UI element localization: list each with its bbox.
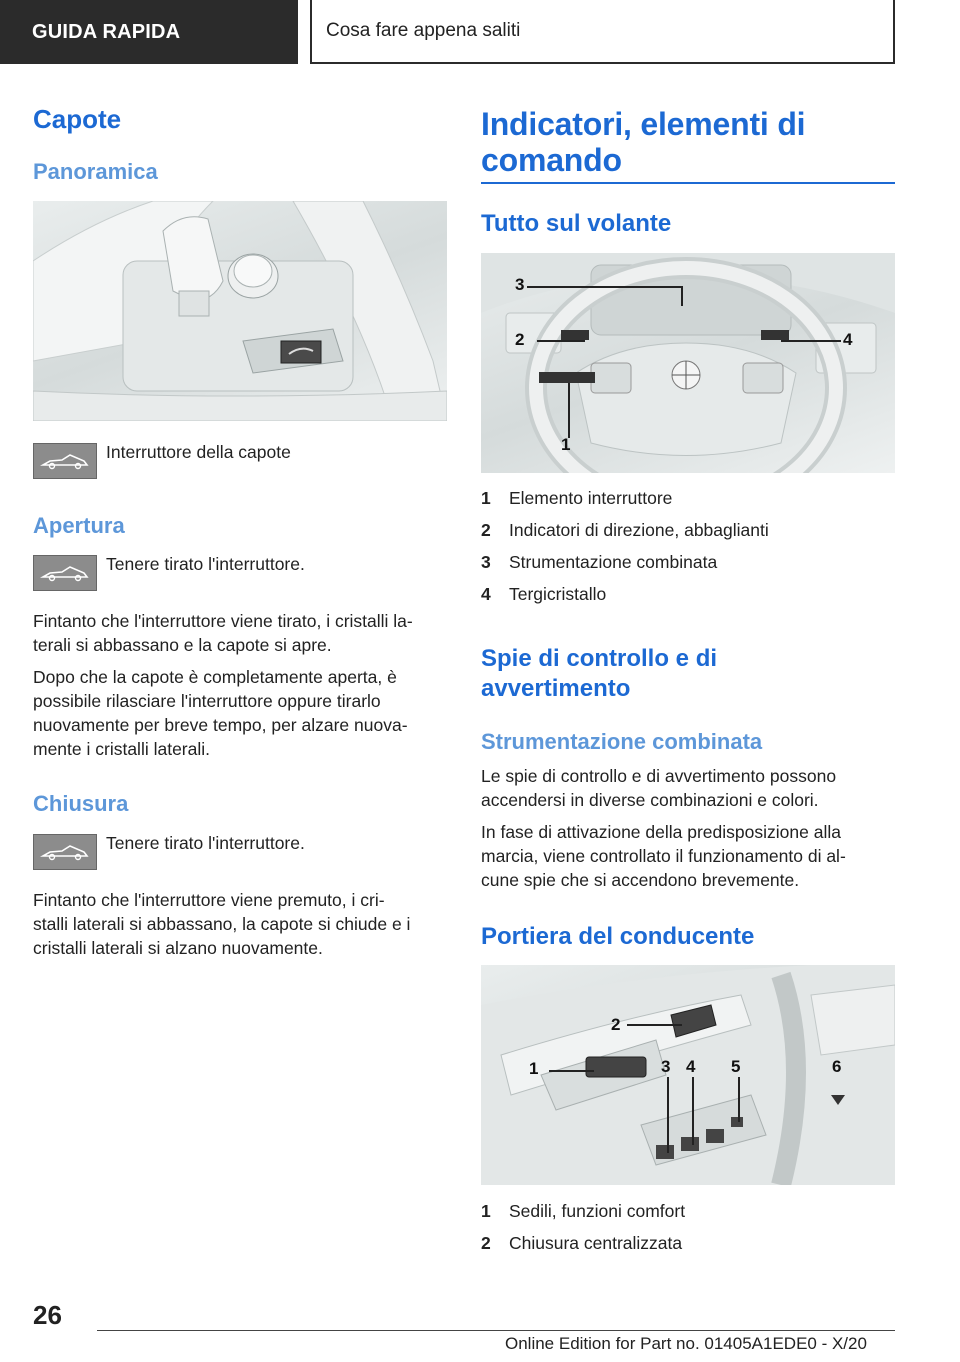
section-title-line-1: Indicatori, elementi di — [481, 106, 806, 142]
closing-paragraph-line-2: stalli laterali si abbassano, la capote si chiude e i — [33, 914, 411, 934]
convertible-top-icon — [33, 555, 97, 591]
heading-apertura: Apertura — [33, 513, 125, 538]
center-console-image — [33, 201, 447, 421]
door-callout-line-5 — [738, 1077, 740, 1122]
footer-divider — [97, 1330, 895, 1331]
door-callout-line-2 — [627, 1024, 682, 1026]
callout-line-1 — [568, 383, 570, 438]
door-callout-3: 3 — [661, 1057, 671, 1076]
closing-paragraph-line-3: cristalli laterali si alzano nuovamente. — [33, 938, 323, 958]
heading-lamps-line-2: avvertimento — [481, 675, 631, 702]
door-callout-2: 2 — [611, 1015, 621, 1034]
center-console-illustration — [33, 201, 447, 421]
heading-chiusura: Chiusura — [33, 791, 129, 816]
opening-paragraph-2-line-2: possibile rilasciare l'interruttore oppure tirarlo — [33, 691, 381, 711]
wheel-callout-2: 2 — [515, 330, 525, 349]
door-callout-4: 4 — [686, 1057, 696, 1076]
closing-paragraph-line-1: Fintanto che l'interruttore viene premuto, i cri- — [33, 890, 385, 910]
door-callout-1: 1 — [529, 1059, 539, 1078]
convertible-top-icon — [33, 834, 97, 870]
icon-caption: Interruttore della capote — [106, 442, 291, 462]
opening-paragraph-2-line-1: Dopo che la capote è completamente aperta, è — [33, 667, 397, 687]
driver-door-image — [481, 965, 895, 1185]
door-callout-line-4 — [692, 1077, 694, 1145]
steering-wheel-image — [481, 253, 895, 473]
opening-step: Tenere tirato l'interruttore. — [106, 554, 305, 574]
cluster-paragraph-2-line-2: marcia, viene controllato il funzionamento di al- — [481, 846, 846, 866]
door-callout-6: 6 — [832, 1057, 842, 1076]
cluster-paragraph-1-line-2: accendersi in diverse combinazioni e colori. — [481, 790, 819, 810]
opening-paragraph-2-line-3: nuovamente per breve tempo, per alzare nuova- — [33, 715, 408, 735]
wheel-callout-3: 3 — [515, 275, 525, 294]
section-title-capote: Capote — [33, 104, 122, 134]
header-section: GUIDA RAPIDA — [0, 0, 298, 64]
door-callout-5: 5 — [731, 1057, 741, 1076]
heading-lamps-line-1: Spie di controllo e di — [481, 645, 718, 672]
wheel-callout-1: 1 — [561, 435, 571, 454]
opening-paragraph-1-line-1: Fintanto che l'interruttore viene tirato, i cristalli la- — [33, 611, 413, 631]
callout-line-3-drop — [681, 286, 683, 306]
cluster-paragraph-1-line-1: Le spie di controllo e di avvertimento possono — [481, 766, 837, 786]
page-number: 26 — [33, 1300, 62, 1330]
closing-step: Tenere tirato l'interruttore. — [106, 833, 305, 853]
opening-paragraph-1-line-2: terali si abbassano e la capote si apre. — [33, 635, 332, 655]
header-chapter: Cosa fare appena saliti — [312, 0, 895, 64]
callout-line-2 — [537, 340, 585, 342]
cluster-paragraph-2-line-1: In fase di attivazione della predisposizione alla — [481, 822, 841, 842]
heading-instrument-cluster: Strumentazione combinata — [481, 729, 763, 754]
heading-steering-wheel: Tutto sul volante — [481, 210, 672, 237]
door-callout-line-3 — [667, 1077, 669, 1153]
opening-paragraph-2-line-4: mente i cristalli laterali. — [33, 739, 210, 759]
section-title-line-2: comando — [481, 142, 622, 178]
callout-line-4 — [781, 340, 841, 342]
title-underline — [481, 182, 895, 184]
cluster-paragraph-2-line-3: cune spie che si accendono brevemente. — [481, 870, 800, 890]
door-callout-line-1 — [549, 1070, 594, 1072]
heading-panoramica: Panoramica — [33, 159, 158, 184]
wheel-callout-4: 4 — [843, 330, 853, 349]
convertible-top-icon — [33, 443, 97, 479]
callout-line-3 — [527, 286, 682, 288]
footer-edition: Online Edition for Part no. 01405A1EDE0 - X/20 — [505, 1334, 867, 1353]
heading-driver-door: Portiera del conducente — [481, 923, 755, 950]
